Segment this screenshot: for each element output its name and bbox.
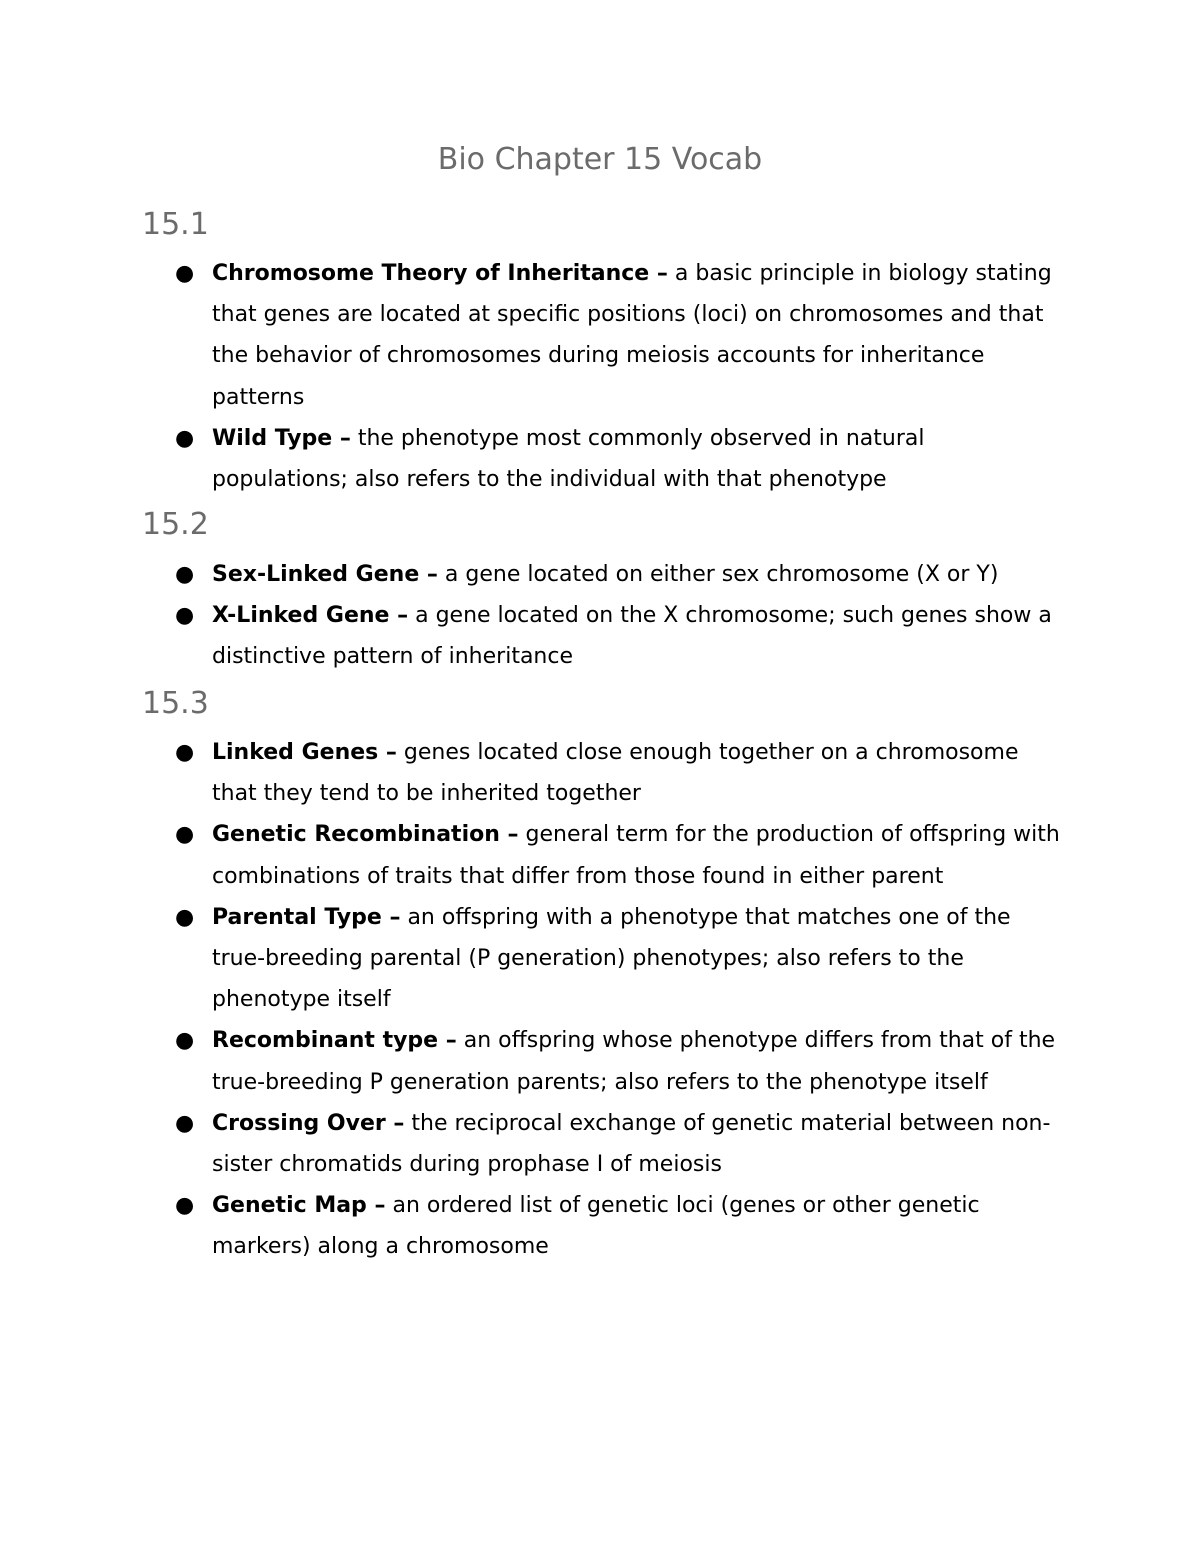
vocab-definition: an offspring whose phenotype differs from that of the true-breeding P generation parents; also refers to the phenotype itself	[212, 1028, 1056, 1095]
vocab-definition: the phenotype most commonly observed in natural populations; also refers to the individual with that phenotype	[212, 425, 925, 493]
bullet-icon: ●	[175, 822, 195, 848]
section-heading-15-2: 15.2	[142, 507, 209, 542]
vocab-term: Genetic Recombination –	[212, 822, 519, 848]
bullet-icon: ●	[175, 1110, 195, 1136]
term-list-15-1	[0, 253, 1200, 500]
list-item	[0, 595, 1062, 677]
bullet-icon: ●	[175, 904, 195, 930]
vocab-term: Chromosome Theory of Inheritance –	[212, 261, 668, 286]
vocab-term: Genetic Map –	[212, 1193, 386, 1219]
section-heading-15-3: 15.3	[142, 686, 209, 721]
section-heading-15-1: 15.1	[142, 207, 209, 242]
list-item	[0, 732, 1062, 814]
vocab-term: Wild Type –	[212, 425, 351, 451]
bullet-icon: ●	[175, 425, 195, 451]
bullet-icon: ●	[175, 562, 195, 587]
vocab-definition: an ordered list of genetic loci (genes or other genetic markers) along a chromosome	[212, 1193, 980, 1260]
vocab-term: Parental Type –	[212, 904, 401, 930]
bullet-icon: ●	[175, 1193, 195, 1219]
vocab-definition: a gene located on either sex chromosome (X or Y)	[437, 562, 999, 587]
list-item	[0, 253, 1062, 418]
list-item	[0, 1103, 1062, 1185]
list-item	[0, 418, 1062, 500]
vocab-definition: genes located close enough together on a chromosome that they tend to be inherited together	[212, 740, 1019, 807]
list-item	[0, 814, 1062, 896]
vocab-term: Recombinant type –	[212, 1028, 457, 1054]
vocab-definition: a basic principle in biology stating that genes are located at specific positions (loci) on chromosomes and that the behavior of chromosomes during meiosis accounts for inheritance patterns	[212, 261, 1052, 410]
vocab-definition: an offspring with a phenotype that matches one of the true-breeding parental (P generation) phenotypes; also refers to the phenotype itself	[212, 904, 1011, 1013]
term-list-15-3	[0, 732, 1200, 1268]
term-list-15-2	[0, 554, 1200, 678]
bullet-icon: ●	[175, 1028, 195, 1054]
list-item	[0, 554, 1062, 595]
vocab-definition: the reciprocal exchange of genetic material between non-sister chromatids during prophase I of meiosis	[212, 1110, 1051, 1178]
list-item	[0, 1020, 1062, 1102]
vocab-term: Sex-Linked Gene –	[212, 562, 438, 587]
bullet-icon: ●	[175, 603, 195, 629]
vocab-term: Linked Genes –	[212, 740, 397, 765]
list-item	[0, 897, 1062, 1021]
bullet-icon: ●	[175, 740, 195, 765]
vocab-term: X-Linked Gene –	[212, 603, 409, 629]
list-item	[0, 1185, 1062, 1267]
vocab-definition: a gene located on the X chromosome; such genes show a distinctive pattern of inheritance	[212, 603, 1052, 670]
document-title: Bio Chapter 15 Vocab	[437, 142, 763, 177]
vocab-definition: general term for the production of offspring with combinations of traits that differ from those found in either parent	[212, 822, 1060, 889]
vocab-term: Crossing Over –	[212, 1110, 405, 1136]
bullet-icon: ●	[175, 261, 195, 286]
